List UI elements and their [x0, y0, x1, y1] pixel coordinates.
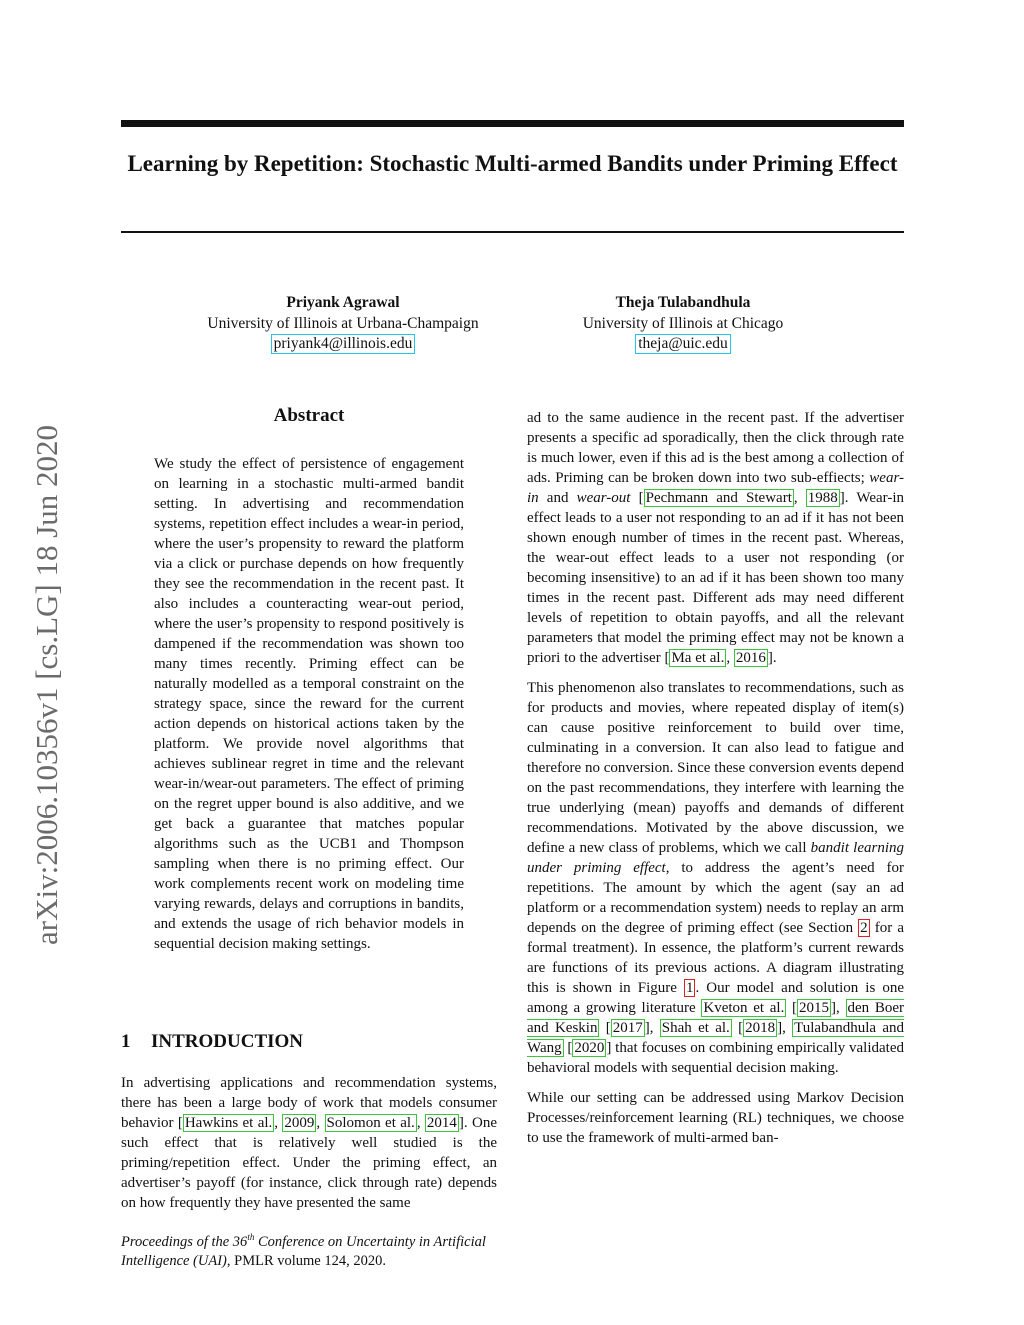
author-block-1 [178, 293, 508, 355]
citation-link[interactable]: 2014 [426, 1115, 457, 1131]
author-name: Theja Tulabandhula [615, 294, 751, 311]
title-rule-bottom [121, 231, 904, 233]
section-heading-introduction [121, 1030, 497, 1054]
body-paragraph: While our setting can be addressed using Markov Decision Processes/reinforcement learning (RL) techniques, we choose to use the framework of multi-armed ban- [527, 1090, 904, 1146]
citation-link[interactable]: 2015 [799, 1000, 830, 1016]
citation-link[interactable]: Shah et al. [661, 1020, 730, 1036]
intro-paragraph: In advertising applications and recommendation systems, there has been a large body of work that models consumer behavior [ Hawkins et al. , 2009 , Solomon et al. , 2014 ]. One such effect that is relatively well studied is the priming/repetition effect. Under the priming effect, an advertiser’s payoff (for instance, click through rate) depends on how frequently they have presented the same [121, 1075, 498, 1211]
citation-link[interactable]: 2018 [745, 1020, 776, 1036]
author-block-2 [518, 293, 848, 355]
figure-ref-link[interactable]: 1 [685, 980, 694, 996]
abstract-text: We study the effect of persistence of engagement on learning in a stochastic multi-armed bandit setting. In advertising and recommendation systems, repetition effect includes a wear-in period, where the user’s propensity to reward the platform via a click or purchase depends on how frequently they see the recommendation in the recent past. It also includes a counteracting wear-out period, where the user’s propensity to respond positively is dampened if the recommendation was shown too many times recently. Priming effect can be naturally modelled as a temporal constraint on the strategy space, since the reward for the current action depends on historical actions taken by the platform. We provide novel algorithms that achieves sublinear regret in time and the relevant wear-in/wear-out parameters. The effect of priming on the regret upper bound is also additive, and we get back a guarantee that matches popular algorithms such as the UCB1 and Thompson sampling when there is no priming effect. Our work complements recent work on modeling time varying rewards, delays and corruptions in bandits, and extends the usage of rich behavior models in sequential decision making settings. [154, 456, 464, 952]
citation-link[interactable]: den Boer and Keskin [527, 1000, 905, 1036]
citation-link[interactable]: Solomon et al. [326, 1115, 415, 1131]
citation-link[interactable]: Pechmann and Stewart [645, 490, 792, 506]
right-column [527, 408, 904, 1158]
proceedings-footnote: Proceedings of the 36th Conference on Uncertainty in Artificial Intelligence (UAI), PMLR volume 124, 2020. [121, 1232, 486, 1269]
citation-link[interactable]: 2020 [574, 1040, 605, 1056]
citation-link[interactable]: Hawkins et al. [184, 1115, 273, 1131]
citation-link[interactable]: Tulabandhula and Wang [527, 1020, 905, 1056]
title-rule-top [121, 120, 904, 127]
arxiv-stamp: arXiv:2006.10356v1 [cs.LG] 18 Jun 2020 [29, 424, 64, 945]
body-paragraph: ad to the same audience in the recent past. If the advertiser presents a specific ad sporadically, then the click through rate is much lower, even if this ad is the best among a collection of ads. Priming can be broken down into two sub-effiects; wear-in and wear-out [ Pechmann and Stewart , 1988 ]. Wear-in effect leads to a user not responding to an ad if it has not been shown enough number of times in the recent past. Whereas, the wear-out effect leads to a user not responding (or becoming insensitive) to an ad if it has been shown too many times in the recent past. Different ads may need different levels of repetition to obtain payoffs, and all the relevant parameters that model the priming effect may not be known a priori to the advertiser [ Ma et al. , 2016 ]. [527, 410, 904, 666]
section-title: INTRODUCTION [151, 1031, 304, 1052]
author-affiliation: University of Illinois at Chicago [582, 314, 784, 332]
citation-link[interactable]: 2016 [735, 650, 766, 666]
section-ref-link[interactable]: 2 [860, 920, 868, 936]
author-affiliation: University of Illinois at Urbana-Champaign [207, 314, 479, 332]
citation-link[interactable]: 2017 [612, 1020, 643, 1036]
author-email-link[interactable]: theja@uic.edu [635, 334, 731, 354]
author-name: Priyank Agrawal [286, 294, 400, 311]
section-number: 1 [121, 1031, 131, 1052]
author-email-link[interactable]: priyank4@illinois.edu [271, 334, 416, 354]
abstract-heading: Abstract [273, 405, 345, 426]
citation-link[interactable]: Kveton et al. [703, 1000, 785, 1016]
citation-link[interactable]: Ma et al. [671, 650, 725, 666]
citation-link[interactable]: 1988 [807, 490, 838, 506]
citation-link[interactable]: 2009 [284, 1115, 315, 1131]
body-paragraph: This phenomenon also translates to recommendations, such as for products and movies, where repeated display of item(s) can cause positive reinforcement to build over time, culminating in a conversion. It can also lead to fatigue and therefore no conversion. Since these conversion events depend on the past recommendations, they interfere with learning the true underlying (mean) payoffs and demands of different recommendations. Motivated by the above discussion, we define a new class of problems, which we call bandit learning under priming effect, to address the agent’s need for repetitions. The amount by which the agent (say an ad platform or a recommendation system) needs to replay an arm depends on the degree of priming effect (see Section 2 for a formal treatment). In essence, the platform’s current rewards are functions of its previous actions. A diagram illustrating this is shown in Figure 1 . Our model and solution is one among a growing literature Kveton et al. [ 2015 ], den Boer and Keskin [ 2017 ], Shah et al. [ 2018 ], Tulabandhula and Wang [ 2020 ] that focuses on combining empirically validated behavioral models with sequential decision making. [527, 680, 905, 1076]
paper-title: Learning by Repetition: Stochastic Multi-armed Bandits under Priming Effect [127, 151, 898, 176]
